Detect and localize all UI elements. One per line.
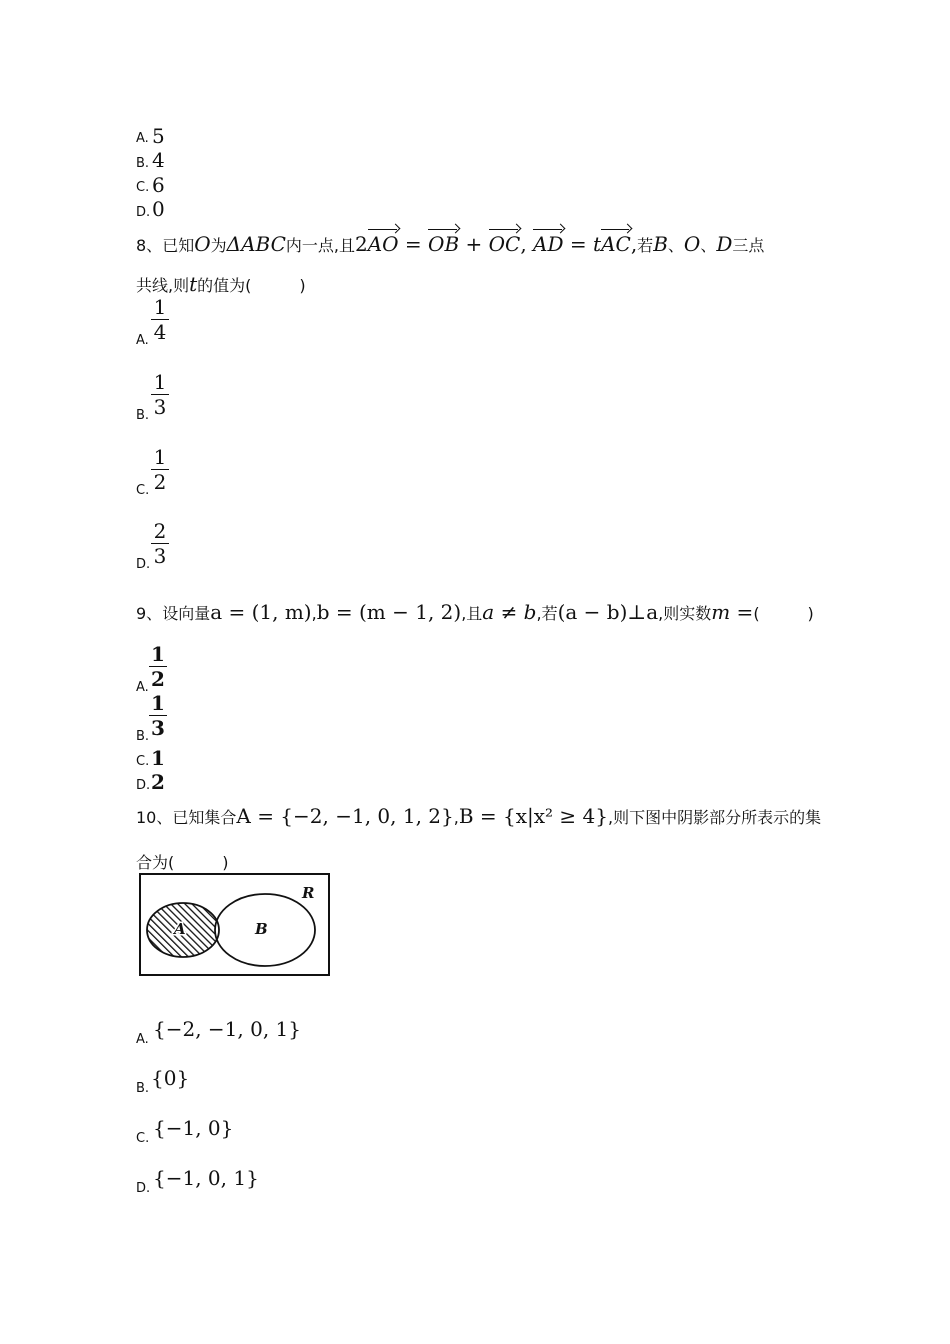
q9-text-3: ,若 [536,604,558,623]
q10-text-1: 已知集合 [172,808,237,827]
q7-option-c-label: C. [136,180,150,195]
q7-option-d-label: D. [136,205,151,220]
q9-text-4: ,则实数 [658,604,712,623]
q8-eq-t: t [593,232,602,256]
q8-eq-comma-2: , [630,232,638,256]
q8-eq-comma: , [520,232,534,256]
q9-option-d-value: 2 [151,770,165,794]
q8-option-c-den: 2 [153,470,167,494]
q7-option-b-label: B. [136,156,150,171]
q10-number: 10、 [136,808,173,827]
q9-option-c-label: C. [136,754,150,769]
q8-line-2 [136,272,306,296]
q9-text-1: 设向量 [162,604,211,623]
q8-option-b-den: 3 [153,395,167,419]
q7-option-d-value: 0 [152,197,165,221]
q8-eq-sign-2: = [563,232,594,256]
q7-option-b-value: 4 [152,148,165,172]
q9-option-b-label: B. [136,729,150,744]
q9-option-b-num: 1 [151,691,165,715]
q8-vec-ao: AO [367,232,399,256]
q8-option-b-num: 1 [153,370,167,394]
q8-option-d-fraction [151,520,169,567]
q8-text-4: 若 [637,236,654,255]
q8-text-3: 内一点,且 [285,236,355,255]
q8-vec-ad: AD [533,232,564,256]
q8-option-a-den: 4 [153,320,167,344]
q8-option-a-fraction [151,296,169,343]
q9-option-d-label: D. [136,778,151,793]
q9-neq: a ≠ b [482,600,537,624]
q10-line-1 [136,804,821,828]
q7-option-c-value: 6 [152,173,165,197]
q9-option-a-num: 1 [151,642,165,666]
q8-option-a-label: A. [136,333,149,348]
q8-sep-1: 、 [667,236,684,255]
q9-comma: , [311,604,317,623]
q9-vector-a: a = (1, m) [210,600,312,624]
q9-m-eq: m = [711,600,754,624]
q8-eq-coef: 2 [354,232,368,256]
q8-option-a-num: 1 [153,295,167,319]
q8-vector-equation [355,232,637,256]
q9-option-b-fraction [149,692,167,739]
q10-option-d-value: {−1, 0, 1} [153,1166,259,1190]
q10-set-b: B = {x|x² ≥ 4} [458,804,608,828]
q8-option-b-fraction [151,371,169,418]
q8-point-o-2: O [683,232,701,256]
q8-option-d-num: 2 [153,519,167,543]
q8-number: 8、 [136,236,163,255]
q9-line-1 [136,600,814,624]
q8-option-d-den: 3 [153,544,167,568]
q8-vec-ob: OB [428,232,460,256]
q9-option-a-den: 2 [151,667,165,691]
q8-text-1: 已知 [162,236,195,255]
q8-var-t: t [189,272,198,296]
q10-option-a-value: {−2, −1, 0, 1} [153,1017,302,1041]
q8-option-c-num: 1 [153,445,167,469]
q8-line-1 [136,232,764,262]
q8-text-2: 为 [210,236,227,255]
q10-option-b-value: {0} [151,1066,190,1090]
q9-option-c-value: 1 [151,746,165,770]
q9-option-b-den: 3 [151,716,165,740]
q9-option-a-fraction [149,643,167,690]
q9-perp: (a − b)⊥a [557,600,659,624]
q9-vector-b: b = (m − 1, 2) [316,600,462,624]
q8-text-7: 的值为( ) [197,276,306,295]
q10-option-a-label: A. [136,1032,149,1047]
q8-text-6: 共线,则 [136,276,190,295]
q8-triangle: ΔABC [226,232,286,256]
q10-comma: , [453,808,459,827]
venn-label-b: B [255,920,268,938]
q8-eq-sign: = [398,232,429,256]
q9-option-a-label: A. [136,680,149,695]
q7-option-a-value: 5 [152,124,165,148]
q8-sep-2: 、 [700,236,717,255]
q8-vec-oc: OC [488,232,521,256]
q8-point-o: O [194,232,211,256]
q8-option-b-label: B. [136,408,150,423]
q10-option-d-label: D. [136,1181,151,1196]
q8-option-c-fraction [151,446,169,493]
q8-plus-sign: + [459,232,489,256]
venn-label-r: R [302,884,315,902]
q10-line-2: 合为( ) [136,853,229,872]
q9-number: 9、 [136,604,163,623]
q10-option-c-value: {−1, 0} [153,1116,234,1140]
q7-option-a-label: A. [136,131,149,146]
q9-text-2: ,且 [461,604,483,623]
q10-option-c-label: C. [136,1131,150,1146]
q10-option-b-label: B. [136,1081,150,1096]
q10-text-2: ,则下图中阴影部分所表示的集 [608,808,822,827]
q8-option-d-label: D. [136,557,151,572]
q8-point-d: D [716,232,733,256]
q8-vec-ac: AC [601,232,631,256]
q10-set-a: A = {−2, −1, 0, 1, 2} [236,804,454,828]
q8-text-5: 三点 [732,236,765,255]
venn-diagram [138,872,332,978]
q9-text-5: ( ) [753,604,814,623]
venn-label-a: A [174,920,186,938]
q8-option-c-label: C. [136,483,150,498]
q8-point-b: B [653,232,668,256]
